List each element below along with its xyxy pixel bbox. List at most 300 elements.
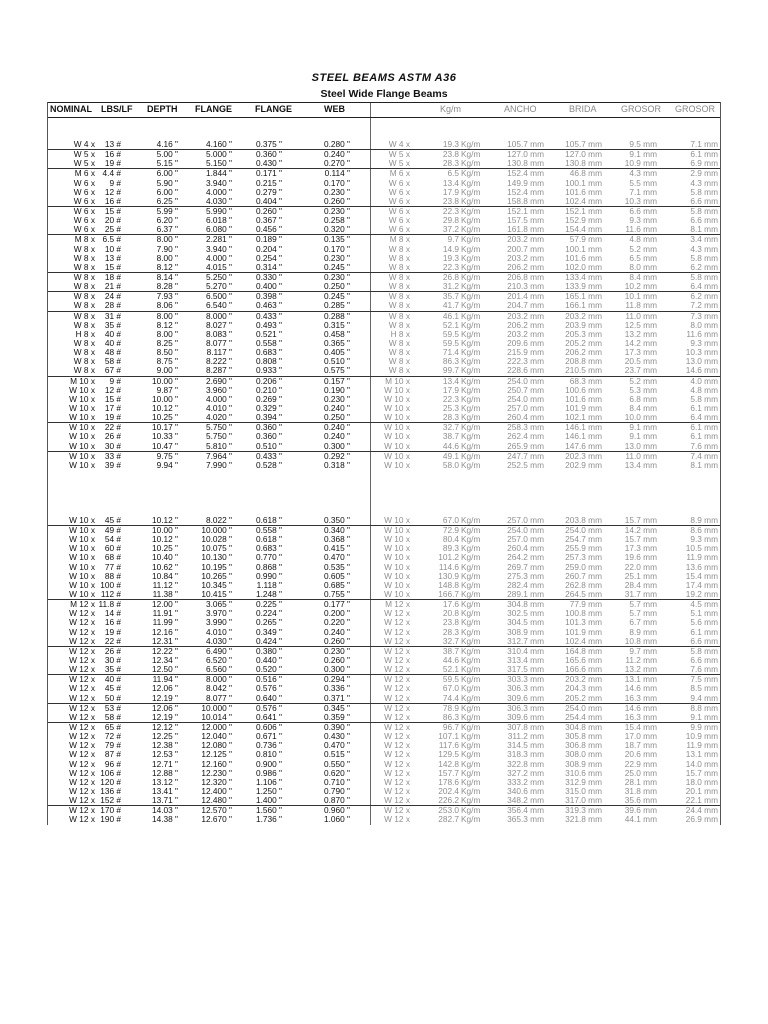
cell-flange-width: 10.265 " (201, 570, 232, 581)
cell-flange-thickness: 0.398 " (255, 291, 282, 302)
cell-flange-width: 6.560 " (205, 664, 232, 675)
cell-grosor-web: 13.6 mm (685, 561, 718, 572)
cell-grosor-flange: 25.0 mm (624, 767, 657, 778)
cell-flange-thickness: 0.640 " (255, 692, 282, 703)
cell-kg-unit: Kg/m (461, 599, 481, 610)
cell-metric-nominal: W 8 x (388, 261, 410, 272)
cell-grosor-web: 14.0 mm (685, 758, 718, 769)
cell-grosor-flange: 20.6 mm (624, 749, 657, 760)
cell-kg-unit: Kg/m (461, 450, 481, 461)
cell-grosor-web: 18.0 mm (685, 776, 718, 787)
table-row (48, 159, 720, 168)
row-gap (48, 470, 720, 516)
cell-grosor-flange: 9.1 mm (629, 422, 657, 433)
cell-depth: 10.00 " (151, 525, 178, 536)
cell-flange-thickness: 0.683 " (255, 347, 282, 358)
cell-lbslf: 16 # (104, 149, 121, 160)
cell-grosor-flange: 5.7 mm (629, 608, 657, 619)
cell-kg-unit: Kg/m (461, 740, 481, 751)
cell-flange-thickness: 0.375 " (255, 139, 282, 149)
cell-depth: 10.40 " (151, 552, 178, 563)
cell-ancho: 203.2 mm (507, 328, 544, 339)
cell-web: 0.230 " (323, 252, 350, 263)
cell-grosor-flange: 11.8 mm (625, 300, 657, 311)
cell-kgm: 166.7 (438, 589, 459, 600)
cell-kg-unit: Kg/m (461, 356, 481, 367)
cell-grosor-web: 6.1 mm (690, 402, 718, 413)
cell-lbslf: 50 # (104, 692, 121, 703)
cell-grosor-flange: 14.6 mm (624, 683, 657, 694)
cell-kg-unit: Kg/m (461, 375, 481, 386)
cell-grosor-flange: 18.7 mm (624, 740, 657, 751)
cell-flange-width: 4.030 " (205, 195, 232, 206)
cell-grosor-web: 8.5 mm (690, 683, 718, 694)
cell-grosor-web: 5.6 mm (690, 617, 718, 628)
cell-flange-thickness: 0.770 " (255, 552, 282, 563)
cell-flange-thickness: 0.254 " (255, 252, 282, 263)
cell-kg-unit: Kg/m (461, 186, 481, 197)
cell-grosor-web: 10.5 mm (685, 543, 718, 554)
cell-nominal: W 12 x (69, 731, 95, 742)
cell-metric-nominal: W 12 x (384, 722, 410, 733)
cell-depth: 10.00 " (151, 375, 178, 386)
cell-kgm: 89.3 (442, 543, 459, 554)
cell-nominal: W 8 x (73, 347, 95, 358)
cell-web: 0.415 " (323, 543, 350, 554)
cell-brida: 130.8 mm (565, 158, 602, 169)
cell-ancho: 260.4 mm (507, 543, 544, 554)
table-row (48, 796, 720, 805)
header-flange-width: FLANGE (195, 104, 232, 114)
cell-ancho: 127.0 mm (507, 149, 544, 160)
cell-flange-width: 10.130 " (201, 552, 232, 563)
cell-nominal: W 10 x (69, 579, 95, 590)
cell-ancho: 312.7 mm (507, 635, 544, 646)
cell-depth: 6.25 " (156, 195, 178, 206)
cell-ancho: 302.5 mm (507, 608, 544, 619)
cell-flange-thickness: 0.933 " (255, 365, 282, 376)
cell-kgm: 9.7 (447, 234, 459, 245)
cell-kgm: 157.7 (438, 767, 459, 778)
cell-flange-width: 10.345 " (201, 579, 232, 590)
cell-kg-unit: Kg/m (461, 626, 481, 637)
cell-nominal: W 12 x (69, 655, 95, 666)
cell-depth: 12.19 " (151, 692, 178, 703)
cell-ancho: 269.7 mm (507, 561, 544, 572)
table-row (48, 272, 720, 282)
cell-flange-width: 4.020 " (205, 412, 232, 423)
cell-depth: 13.71 " (151, 795, 178, 806)
cell-brida: 102.0 mm (565, 261, 602, 272)
cell-nominal: W 8 x (73, 291, 95, 302)
cell-metric-nominal: W 10 x (384, 579, 410, 590)
cell-flange-width: 8.022 " (205, 514, 232, 525)
cell-flange-thickness: 0.520 " (255, 664, 282, 675)
cell-ancho: 250.7 mm (507, 384, 544, 395)
cell-flange-width: 8.083 " (205, 328, 232, 339)
cell-ancho: 289.1 mm (507, 589, 544, 600)
cell-web: 0.550 " (323, 758, 350, 769)
cell-nominal: W 10 x (69, 525, 95, 536)
cell-lbslf: 30 # (104, 440, 121, 451)
cell-flange-width: 10.028 " (201, 534, 232, 545)
cell-metric-nominal: W 10 x (384, 450, 410, 461)
table-row (48, 168, 720, 178)
cell-kgm: 178.6 (438, 776, 459, 787)
cell-kgm: 13.4 (442, 177, 459, 188)
cell-kg-unit: Kg/m (461, 543, 481, 554)
cell-metric-nominal: M 10 x (385, 375, 410, 386)
cell-kg-unit: Kg/m (461, 195, 481, 206)
cell-nominal: M 6 x (74, 168, 95, 179)
cell-brida: 259.0 mm (565, 561, 602, 572)
cell-kg-unit: Kg/m (461, 692, 481, 703)
cell-web: 0.359 " (323, 711, 350, 722)
cell-flange-width: 3.960 " (205, 384, 232, 395)
cell-web: 0.200 " (323, 608, 350, 619)
cell-nominal: W 8 x (73, 281, 95, 292)
cell-metric-nominal: W 10 x (384, 589, 410, 600)
cell-kgm: 72.9 (442, 525, 459, 536)
cell-web: 0.240 " (323, 422, 350, 433)
cell-lbslf: 88 # (104, 570, 121, 581)
cell-depth: 8.50 " (156, 347, 178, 358)
cell-flange-thickness: 0.641 " (255, 711, 282, 722)
cell-ancho: 247.7 mm (507, 450, 544, 461)
cell-ancho: 254.0 mm (507, 375, 544, 386)
cell-grosor-web: 4.3 mm (690, 243, 718, 254)
cell-lbslf: 22 # (104, 635, 121, 646)
cell-kgm: 19.3 (442, 252, 459, 263)
cell-flange-thickness: 0.528 " (255, 459, 282, 470)
cell-web: 0.285 " (323, 300, 350, 311)
cell-metric-nominal: W 12 x (384, 795, 410, 806)
cell-ancho: 306.3 mm (507, 702, 544, 713)
cell-lbslf: 28 # (104, 300, 121, 311)
cell-metric-nominal: W 8 x (388, 310, 410, 321)
cell-web: 0.515 " (323, 749, 350, 760)
cell-ancho: 200.7 mm (507, 243, 544, 254)
cell-metric-nominal: W 12 x (384, 776, 410, 787)
cell-nominal: W 6 x (73, 205, 95, 216)
cell-flange-width: 8.287 " (205, 365, 232, 376)
cell-nominal: W 10 x (69, 450, 95, 461)
cell-nominal: W 5 x (73, 149, 95, 160)
cell-nominal: W 8 x (73, 243, 95, 254)
cell-depth: 12.06 " (151, 683, 178, 694)
cell-ancho: 309.6 mm (507, 692, 544, 703)
cell-ancho: 365.3 mm (507, 814, 544, 825)
cell-kg-unit: Kg/m (461, 440, 481, 451)
cell-grosor-flange: 35.6 mm (624, 795, 657, 806)
cell-web: 0.260 " (323, 195, 350, 206)
cell-nominal: W 10 x (69, 589, 95, 600)
cell-metric-nominal: W 12 x (384, 692, 410, 703)
cell-kg-unit: Kg/m (461, 271, 481, 282)
cell-ancho: 262.4 mm (507, 431, 544, 442)
cell-grosor-flange: 17.3 mm (624, 347, 657, 358)
cell-depth: 12.34 " (151, 655, 178, 666)
cell-web: 0.220 " (323, 617, 350, 628)
cell-depth: 8.00 " (156, 234, 178, 245)
cell-nominal: W 12 x (69, 776, 95, 787)
cell-metric-nominal: W 10 x (384, 384, 410, 395)
cell-metric-nominal: W 10 x (384, 440, 410, 451)
cell-kgm: 14.9 (442, 243, 459, 254)
cell-brida: 127.0 mm (565, 149, 602, 160)
cell-ancho: 317.5 mm (507, 664, 544, 675)
cell-flange-width: 8.077 " (205, 337, 232, 348)
cell-lbslf: 53 # (104, 702, 121, 713)
cell-nominal: W 10 x (69, 514, 95, 525)
cell-nominal: W 8 x (73, 300, 95, 311)
table-row (48, 311, 720, 321)
cell-kg-unit: Kg/m (461, 514, 481, 525)
cell-nominal: W 12 x (69, 786, 95, 796)
cell-kgm: 22.3 (442, 261, 459, 272)
cell-kgm: 253.0 (438, 805, 459, 816)
cell-lbslf: 6.5 # (102, 234, 121, 245)
cell-kgm: 20.8 (442, 608, 459, 619)
cell-grosor-flange: 25.1 mm (624, 570, 657, 581)
cell-flange-width: 12.230 " (201, 767, 232, 778)
cell-web: 0.170 " (323, 177, 350, 188)
cell-flange-thickness: 0.206 " (255, 375, 282, 386)
cell-ancho: 318.3 mm (507, 749, 544, 760)
cell-metric-nominal: W 12 x (384, 814, 410, 825)
cell-depth: 11.91 " (152, 608, 178, 619)
cell-grosor-web: 8.1 mm (690, 459, 718, 470)
cell-kgm: 28.3 (442, 412, 459, 423)
cell-kgm: 59.5 (442, 337, 459, 348)
cell-grosor-web: 5.8 mm (690, 393, 718, 404)
cell-grosor-web: 10.9 mm (685, 731, 718, 742)
cell-flange-thickness: 0.430 " (255, 158, 282, 169)
cell-lbslf: 15 # (104, 393, 121, 404)
cell-flange-thickness: 0.558 " (255, 337, 282, 348)
cell-brida: 317.0 mm (565, 795, 602, 806)
cell-brida: 208.8 mm (565, 356, 602, 367)
cell-flange-thickness: 0.808 " (255, 356, 282, 367)
cell-kgm: 202.4 (438, 786, 459, 796)
cell-depth: 12.71 " (151, 758, 178, 769)
cell-flange-width: 12.160 " (201, 758, 232, 769)
cell-kg-unit: Kg/m (461, 776, 481, 787)
cell-ancho: 307.8 mm (507, 722, 544, 733)
cell-lbslf: 10 # (104, 243, 121, 254)
cell-brida: 166.1 mm (565, 300, 602, 311)
cell-metric-nominal: W 10 x (384, 525, 410, 536)
header-flange-thickness: FLANGE (255, 104, 292, 114)
cell-kg-unit: Kg/m (461, 731, 481, 742)
cell-ancho: 152.4 mm (507, 186, 544, 197)
cell-grosor-flange: 13.4 mm (624, 459, 657, 470)
cell-metric-nominal: W 8 x (388, 337, 410, 348)
table-row (48, 245, 720, 254)
cell-brida: 257.3 mm (565, 552, 602, 563)
cell-brida: 102.4 mm (565, 195, 602, 206)
cell-depth: 8.00 " (156, 310, 178, 321)
cell-web: 0.315 " (323, 319, 350, 330)
cell-flange-width: 5.270 " (205, 281, 232, 292)
cell-nominal: W 12 x (69, 758, 95, 769)
cell-grosor-flange: 10.9 mm (624, 158, 657, 169)
cell-kg-unit: Kg/m (461, 300, 481, 311)
cell-grosor-web: 9.4 mm (690, 692, 718, 703)
cell-flange-width: 12.670 " (201, 814, 232, 825)
cell-kgm: 23.8 (442, 149, 459, 160)
cell-depth: 10.25 " (151, 543, 178, 554)
cell-grosor-web: 17.4 mm (685, 579, 718, 590)
cell-depth: 12.16 " (151, 626, 178, 637)
cell-metric-nominal: W 10 x (384, 459, 410, 470)
cell-kg-unit: Kg/m (461, 168, 481, 179)
cell-kg-unit: Kg/m (461, 215, 481, 226)
cell-flange-thickness: 0.269 " (255, 393, 282, 404)
header-grosor-web: GROSOR (675, 104, 716, 114)
cell-nominal: W 10 x (69, 561, 95, 572)
cell-kg-unit: Kg/m (461, 149, 481, 160)
cell-kgm: 49.1 (442, 450, 459, 461)
header-web: WEB (324, 104, 345, 114)
cell-kg-unit: Kg/m (461, 431, 481, 442)
cell-lbslf: 96 # (104, 758, 121, 769)
table-row (48, 357, 720, 366)
cell-nominal: W 10 x (69, 431, 95, 442)
cell-ancho: 258.3 mm (507, 422, 544, 433)
cell-metric-nominal: W 12 x (384, 617, 410, 628)
cell-metric-nominal: W 6 x (388, 177, 410, 188)
cell-nominal: W 12 x (69, 749, 95, 760)
cell-kg-unit: Kg/m (461, 805, 481, 816)
cell-grosor-web: 22.1 mm (685, 795, 718, 806)
cell-web: 0.336 " (323, 683, 350, 694)
cell-web: 0.470 " (323, 740, 350, 751)
cell-grosor-flange: 12.5 mm (624, 319, 657, 330)
cell-kg-unit: Kg/m (461, 749, 481, 760)
cell-kg-unit: Kg/m (461, 384, 481, 395)
header-depth: DEPTH (147, 104, 178, 114)
cell-lbslf: 45 # (104, 514, 121, 525)
cell-flange-width: 7.964 " (205, 450, 232, 461)
cell-lbslf: 16 # (104, 617, 121, 628)
cell-kgm: 96.7 (442, 722, 459, 733)
table-row (48, 694, 720, 703)
cell-ancho: 209.6 mm (507, 337, 544, 348)
cell-brida: 202.9 mm (565, 459, 602, 470)
cell-grosor-web: 13.1 mm (685, 749, 718, 760)
cell-kgm: 52.1 (442, 319, 459, 330)
cell-lbslf: 26 # (104, 431, 121, 442)
table-row (48, 291, 720, 301)
page-subtitle: Steel Wide Flange Beams (320, 88, 448, 100)
cell-flange-thickness: 0.618 " (255, 514, 282, 525)
cell-nominal: W 10 x (69, 384, 95, 395)
cell-depth: 10.84 " (151, 570, 178, 581)
cell-lbslf: 16 # (104, 195, 121, 206)
cell-metric-nominal: W 12 x (384, 626, 410, 637)
cell-metric-nominal: W 12 x (384, 674, 410, 685)
cell-flange-thickness: 0.671 " (255, 731, 282, 742)
cell-grosor-flange: 17.3 mm (624, 543, 657, 554)
table-row (48, 216, 720, 225)
cell-web: 0.458 " (323, 328, 350, 339)
cell-nominal: H 8 x (75, 328, 95, 339)
cell-lbslf: 40 # (104, 328, 121, 339)
cell-metric-nominal: W 10 x (384, 543, 410, 554)
cell-brida: 100.1 mm (565, 177, 602, 188)
cell-depth: 6.20 " (156, 215, 178, 226)
cell-web: 0.430 " (323, 731, 350, 742)
cell-metric-nominal: W 8 x (388, 300, 410, 311)
cell-ancho: 215.9 mm (507, 347, 544, 358)
cell-flange-thickness: 0.868 " (255, 561, 282, 572)
cell-ancho: 161.8 mm (507, 224, 544, 235)
cell-nominal: W 12 x (69, 702, 95, 713)
cell-nominal: W 12 x (69, 617, 95, 628)
cell-metric-nominal: W 6 x (388, 224, 410, 235)
cell-flange-width: 8.000 " (205, 674, 232, 685)
cell-grosor-flange: 5.2 mm (629, 243, 657, 254)
cell-depth: 11.99 " (152, 617, 178, 628)
cell-lbslf: 14 # (104, 608, 121, 619)
cell-flange-thickness: 0.265 " (255, 617, 282, 628)
cell-grosor-flange: 14.2 mm (624, 337, 657, 348)
cell-brida: 203.9 mm (565, 319, 602, 330)
cell-grosor-flange: 4.8 mm (629, 234, 657, 245)
cell-lbslf: 67 # (104, 365, 121, 376)
cell-grosor-web: 11.9 mm (686, 740, 718, 751)
cell-flange-width: 5.150 " (205, 158, 232, 169)
cell-flange-width: 4.010 " (205, 402, 232, 413)
cell-web: 0.245 " (323, 261, 350, 272)
cell-flange-thickness: 0.189 " (255, 234, 282, 245)
cell-kg-unit: Kg/m (461, 552, 481, 563)
cell-brida: 205.2 mm (565, 337, 602, 348)
cell-lbslf: 72 # (104, 731, 121, 742)
cell-web: 0.535 " (323, 561, 350, 572)
cell-nominal: W 12 x (69, 635, 95, 646)
cell-depth: 7.90 " (156, 243, 178, 254)
cell-nominal: W 6 x (73, 186, 95, 197)
cell-ancho: 265.9 mm (507, 440, 544, 451)
cell-flange-width: 7.990 " (205, 459, 232, 470)
cell-ancho: 201.4 mm (507, 291, 544, 302)
table-row (48, 330, 720, 339)
cell-flange-width: 4.010 " (205, 626, 232, 637)
cell-flange-width: 6.500 " (205, 291, 232, 302)
cell-lbslf: 30 # (104, 655, 121, 666)
table-body (48, 140, 720, 825)
cell-grosor-web: 11.6 mm (686, 328, 718, 339)
cell-depth: 8.28 " (156, 281, 178, 292)
cell-ancho: 252.5 mm (507, 459, 544, 470)
cell-depth: 6.00 " (156, 168, 178, 179)
cell-flange-thickness: 0.990 " (255, 570, 282, 581)
cell-lbslf: 24 # (104, 291, 121, 302)
cell-lbslf: 35 # (104, 319, 121, 330)
cell-grosor-flange: 17.0 mm (624, 731, 657, 742)
cell-kg-unit: Kg/m (461, 459, 481, 470)
cell-brida: 308.9 mm (565, 758, 602, 769)
cell-web: 1.060 " (323, 814, 350, 825)
cell-brida: 101.3 mm (565, 617, 602, 628)
cell-lbslf: 15 # (104, 205, 121, 216)
cell-web: 0.318 " (323, 459, 350, 470)
cell-flange-width: 10.000 " (201, 525, 232, 536)
cell-lbslf: 13 # (104, 139, 121, 149)
cell-flange-thickness: 0.314 " (255, 261, 282, 272)
